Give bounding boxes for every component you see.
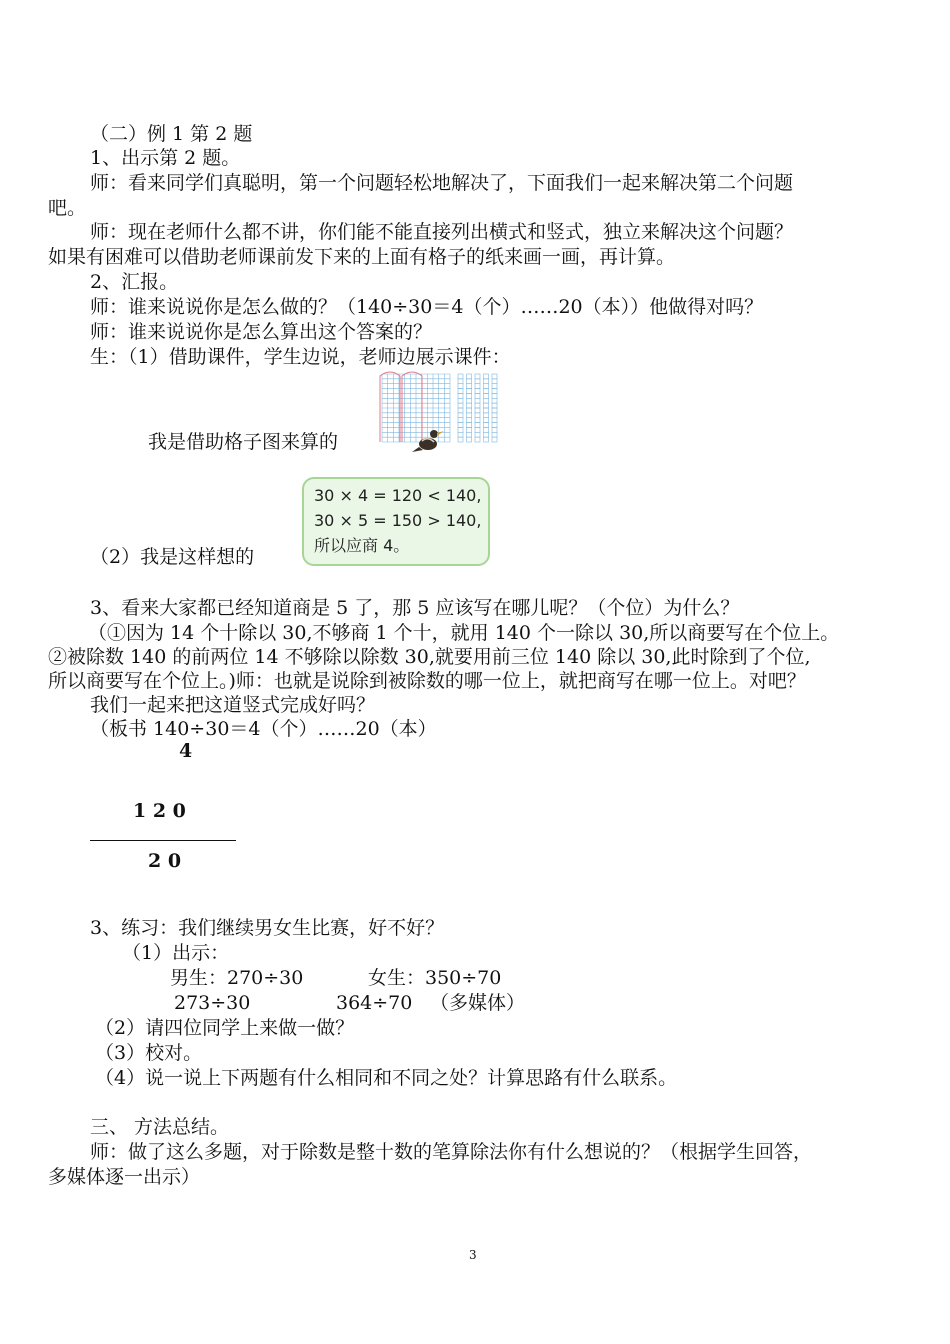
reasoning-bubble — [302, 477, 490, 566]
paragraph-line: ②被除数 140 的前两位 14 不够除以除数 30,就要用前三位 140 除以 30,此时除到了个位, — [48, 646, 811, 668]
division-remainder: 2 0 — [148, 850, 182, 872]
summary-heading: 三、 方法总结。 — [90, 1116, 230, 1138]
multimedia-note: （多媒体） — [430, 992, 526, 1014]
paragraph-line: 师：谁来说说你是怎么做的？（140÷30＝4（个）……20（本））他做得对吗？ — [90, 296, 764, 318]
bird-icon — [412, 430, 444, 452]
paragraph-line: 生：（1）借助课件，学生边说，老师边展示课件： — [90, 346, 511, 368]
division-rule — [90, 840, 236, 841]
board-writing: （板书 140÷30＝4（个）……20（本） — [90, 718, 437, 740]
practice-item: （3）校对。 — [95, 1042, 203, 1064]
boys-problem: 男生：270÷30 — [170, 967, 304, 989]
grid-caption: 我是借助格子图来算的 — [148, 431, 339, 453]
paragraph-line: 我们一起来把这道竖式完成好吗？ — [90, 694, 376, 716]
step-3: 3、看来大家都已经知道商是 5 了，那 5 应该写在哪儿呢？（个位）为什么？ — [90, 597, 740, 619]
paragraph-line: 所以商要写在个位上。)师：也就是说除到被除数的哪一位上，就把商写在哪一位上。对吧？ — [48, 670, 806, 692]
page-number: 3 — [469, 1248, 477, 1262]
thinking-caption: （2）我是这样想的 — [90, 546, 255, 568]
paragraph-line: 师：做了这么多题，对于除数是整十数的笔算除法你有什么想说的？（根据学生回答， — [90, 1141, 813, 1163]
grid-paper-illustration — [378, 370, 503, 454]
girls-problem: 女生：350÷70 — [368, 967, 502, 989]
practice-item: （1）出示： — [122, 942, 230, 964]
paragraph-line: （①因为 14 个十除以 30,不够商 1 个十，就用 140 个一除以 30,所以商要写在个位上。 — [88, 622, 840, 644]
grid-block — [380, 372, 450, 442]
paragraph-line: 多媒体逐一出示） — [48, 1166, 201, 1188]
boys-problem: 273÷30 — [174, 992, 251, 1014]
grid-strips — [458, 374, 497, 442]
paragraph-line: 师：现在老师什么都不讲，你们能不能直接列出横式和竖式，独立来解决这个问题？ — [90, 221, 794, 243]
division-product: 1 2 0 — [133, 800, 186, 822]
practice-item: （2）请四位同学上来做一做？ — [95, 1017, 355, 1039]
practice-heading: 3、练习：我们继续男女生比赛，好不好？ — [90, 917, 445, 939]
paragraph-line: 师：谁来说说你是怎么算出这个答案的？ — [90, 321, 433, 343]
bubble-line: 所以应商 4。 — [314, 536, 410, 555]
section-heading: （二）例 1 第 2 题 — [90, 123, 253, 145]
paragraph-line: 吧。 — [48, 197, 87, 219]
step-1: 1、出示第 2 题。 — [90, 147, 241, 169]
step-2: 2、汇报。 — [90, 271, 179, 293]
practice-item: （4）说一说上下两题有什么相同和不同之处？计算思路有什么联系。 — [95, 1067, 678, 1089]
girls-problem: 364÷70 — [336, 992, 413, 1014]
paragraph-line: 师：看来同学们真聪明，第一个问题轻松地解决了，下面我们一起来解决第二个问题 — [90, 172, 794, 194]
bubble-line: 30 × 5 = 150 > 140, — [314, 511, 482, 530]
division-quotient: 4 — [179, 740, 193, 762]
bubble-line: 30 × 4 = 120 < 140, — [314, 486, 482, 505]
paragraph-line: 如果有困难可以借助老师课前发下来的上面有格子的纸来画一画，再计算。 — [48, 246, 676, 268]
